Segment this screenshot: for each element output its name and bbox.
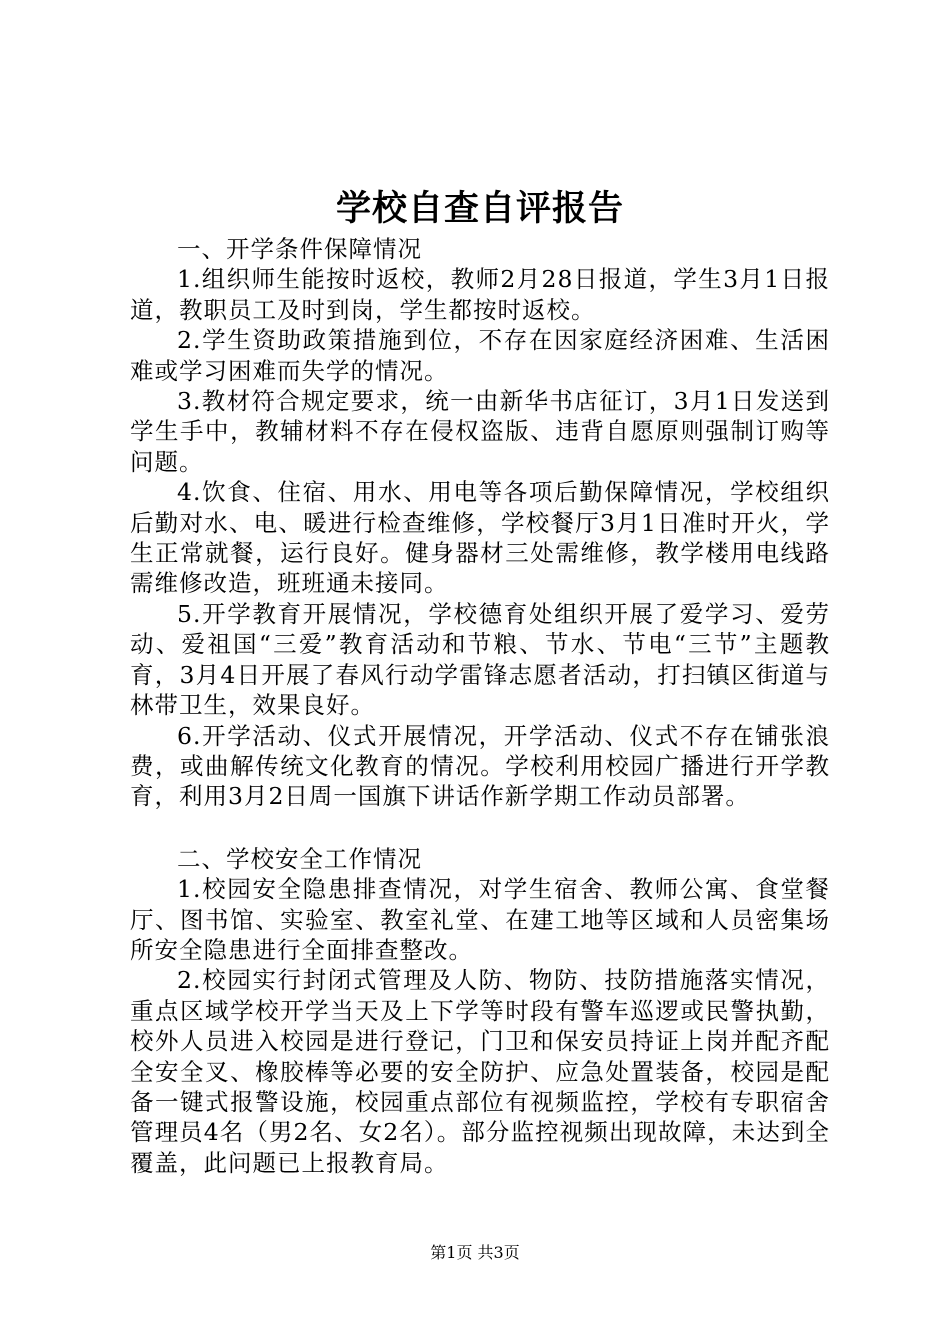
paragraph: 2.校园实行封闭式管理及人防、物防、技防措施落实情况，重点区域学校开学当天及上下学等时段有警车巡逻或民警执勤，校外人员进入校园是进行登记，门卫和保安员持证上岗并配齐配全安全叉、橡胶棒等必要的安全防护、应急处置装备，校园是配备一键式报警设施，校园重点部位有视频监控，学校有专职宿舍管理员4名（男2名、女2名）。部分监控视频出现故障，未达到全覆盖，此问题已上报教育局。 — [130, 966, 830, 1177]
paragraph: 3.教材符合规定要求，统一由新华书店征订，3月1日发送到学生手中，教辅材料不存在侵权盗版、违背自愿原则强制订购等问题。 — [130, 387, 830, 476]
page-footer: 第1页 共3页 — [430, 1243, 520, 1262]
section-spacer — [130, 812, 830, 844]
paragraph: 6.开学活动、仪式开展情况，开学活动、仪式不存在铺张浪费，或曲解传统文化教育的情况。学校利用校园广播进行开学教育，利用3月2日周一国旗下讲话作新学期工作动员部署。 — [130, 721, 830, 811]
document-title: 学校自查自评报告 — [335, 188, 624, 229]
section-heading: 一、开学条件保障情况 — [177, 235, 422, 263]
paragraph: 4.饮食、住宿、用水、用电等各项后勤保障情况，学校组织后勤对水、电、暖进行检查维修，学校餐厅3月1日准时开火，学生正常就餐，运行良好。健身器材三处需维修，教学楼用电线路需维修改造，班班通未接同。 — [130, 478, 830, 598]
section-opening-conditions — [130, 234, 830, 812]
paragraph: 5.开学教育开展情况，学校德育处组织开展了爱学习、爱劳动、爱祖国“三爱”教育活动和节粮、节水、节电“三节”主题教育，3月4日开展了春风行动学雷锋志愿者活动，打扫镇区街道与林带卫生，效果良好。 — [130, 599, 830, 720]
paragraph: 1.校园安全隐患排查情况，对学生宿舍、教师公寓、食堂餐厅、图书馆、实验室、教室礼堂、在建工地等区域和人员密集场所安全隐患进行全面排查整改。 — [130, 875, 830, 964]
section-heading: 二、学校安全工作情况 — [177, 844, 422, 873]
section-school-safety — [130, 844, 830, 1178]
document-body — [130, 186, 830, 1178]
paragraph: 1.组织师生能按时返校，教师2月28日报道，学生3月1日报道，教职员工及时到岗，学生都按时返校。 — [130, 265, 830, 324]
paragraph: 2.学生资助政策措施到位，不存在因家庭经济困难、生活困难或学习困难而失学的情况。 — [130, 326, 830, 385]
